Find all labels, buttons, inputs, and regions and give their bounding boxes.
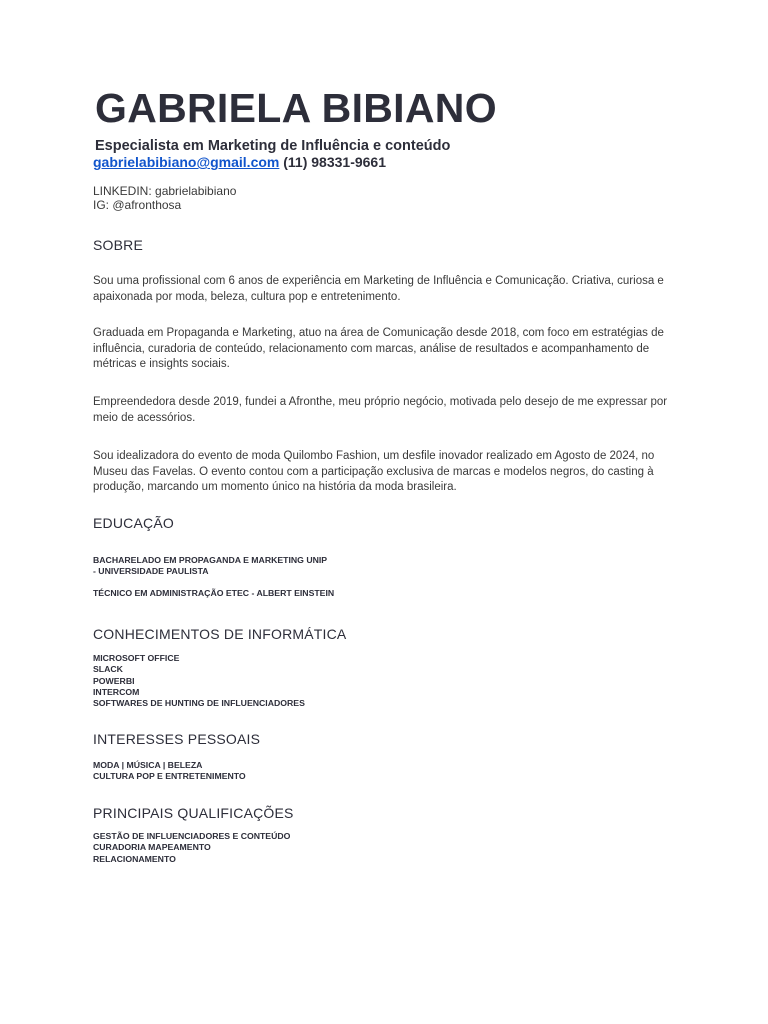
about-paragraph: Graduada em Propaganda e Marketing, atuo na área de Comunicação desde 2018, com foco em estratégias de influência, curadoria de conteúdo, relacionamento com marcas, análise de resultados e acompanhamento de métricas e insights sociais. xyxy=(93,327,664,370)
instagram-handle: IG: @afronthosa xyxy=(93,198,182,212)
about-paragraph: Sou uma profissional com 6 anos de experiência em Marketing de Influência e Comunicação. Criativa, curiosa e apaixonada por moda, beleza, cultura pop e entretenimento. xyxy=(93,275,664,303)
linkedin-handle: LINKEDIN: gabrielabibiano xyxy=(93,184,237,198)
list-item: TÉCNICO EM ADMINISTRAÇÃO ETEC - ALBERT EINSTEIN xyxy=(93,588,335,598)
education-list xyxy=(93,588,334,599)
list-item: RELACIONAMENTO xyxy=(93,853,176,864)
list-item: GESTÃO DE INFLUENCIADORES E CONTEÚDO xyxy=(93,831,291,841)
list-item: SOFTWARES DE HUNTING DE INFLUENCIADORES xyxy=(93,698,305,709)
interests-list xyxy=(93,760,246,783)
list-item: MICROSOFT OFFICE xyxy=(93,653,180,663)
list-item: CULTURA POP E ENTRETENIMENTO xyxy=(93,771,246,782)
list-item: BACHARELADO EM PROPAGANDA E MARKETING UNIP xyxy=(93,555,328,565)
section-title-about: SOBRE xyxy=(93,237,144,253)
list-item: SLACK xyxy=(93,664,123,675)
email-link[interactable]: gabrielabibiano@gmail.com xyxy=(93,154,280,170)
section-title-education: EDUCAÇÃO xyxy=(93,515,174,531)
education-list xyxy=(93,555,327,578)
social-links xyxy=(93,184,236,212)
qualifications-list xyxy=(93,831,290,865)
list-item: INTERCOM xyxy=(93,686,140,697)
headline: Especialista em Marketing de Influência e conteúdo xyxy=(95,138,451,154)
contact-line xyxy=(93,154,386,170)
about-paragraph: Empreendedora desde 2019, fundei a Afronthe, meu próprio negócio, motivada pelo desejo de me expressar por meio de acessórios. xyxy=(93,396,668,424)
candidate-name: GABRIELA BIBIANO xyxy=(95,85,497,131)
list-item: POWERBI xyxy=(93,675,135,686)
list-item: - UNIVERSIDADE PAULISTA xyxy=(93,566,209,577)
about-paragraph: Sou idealizadora do evento de moda Quilombo Fashion, um desfile inovador realizado em Agosto de 2024, no Museu das Favelas. O evento contou com a participação exclusiva de marcas e modelos negros, do casting à produção, marcando um momento único na história da moda brasileira. xyxy=(93,450,655,493)
phone-number: (11) 98331-9661 xyxy=(283,154,387,170)
computing-list xyxy=(93,653,305,709)
section-title-computing: CONHECIMENTOS DE INFORMÁTICA xyxy=(93,626,347,642)
section-title-qualifications: PRINCIPAIS QUALIFICAÇÕES xyxy=(93,805,294,821)
section-title-interests: INTERESSES PESSOAIS xyxy=(93,731,261,747)
list-item: CURADORIA MAPEAMENTO xyxy=(93,842,211,853)
list-item: MODA | MÚSICA | BELEZA xyxy=(93,760,203,770)
